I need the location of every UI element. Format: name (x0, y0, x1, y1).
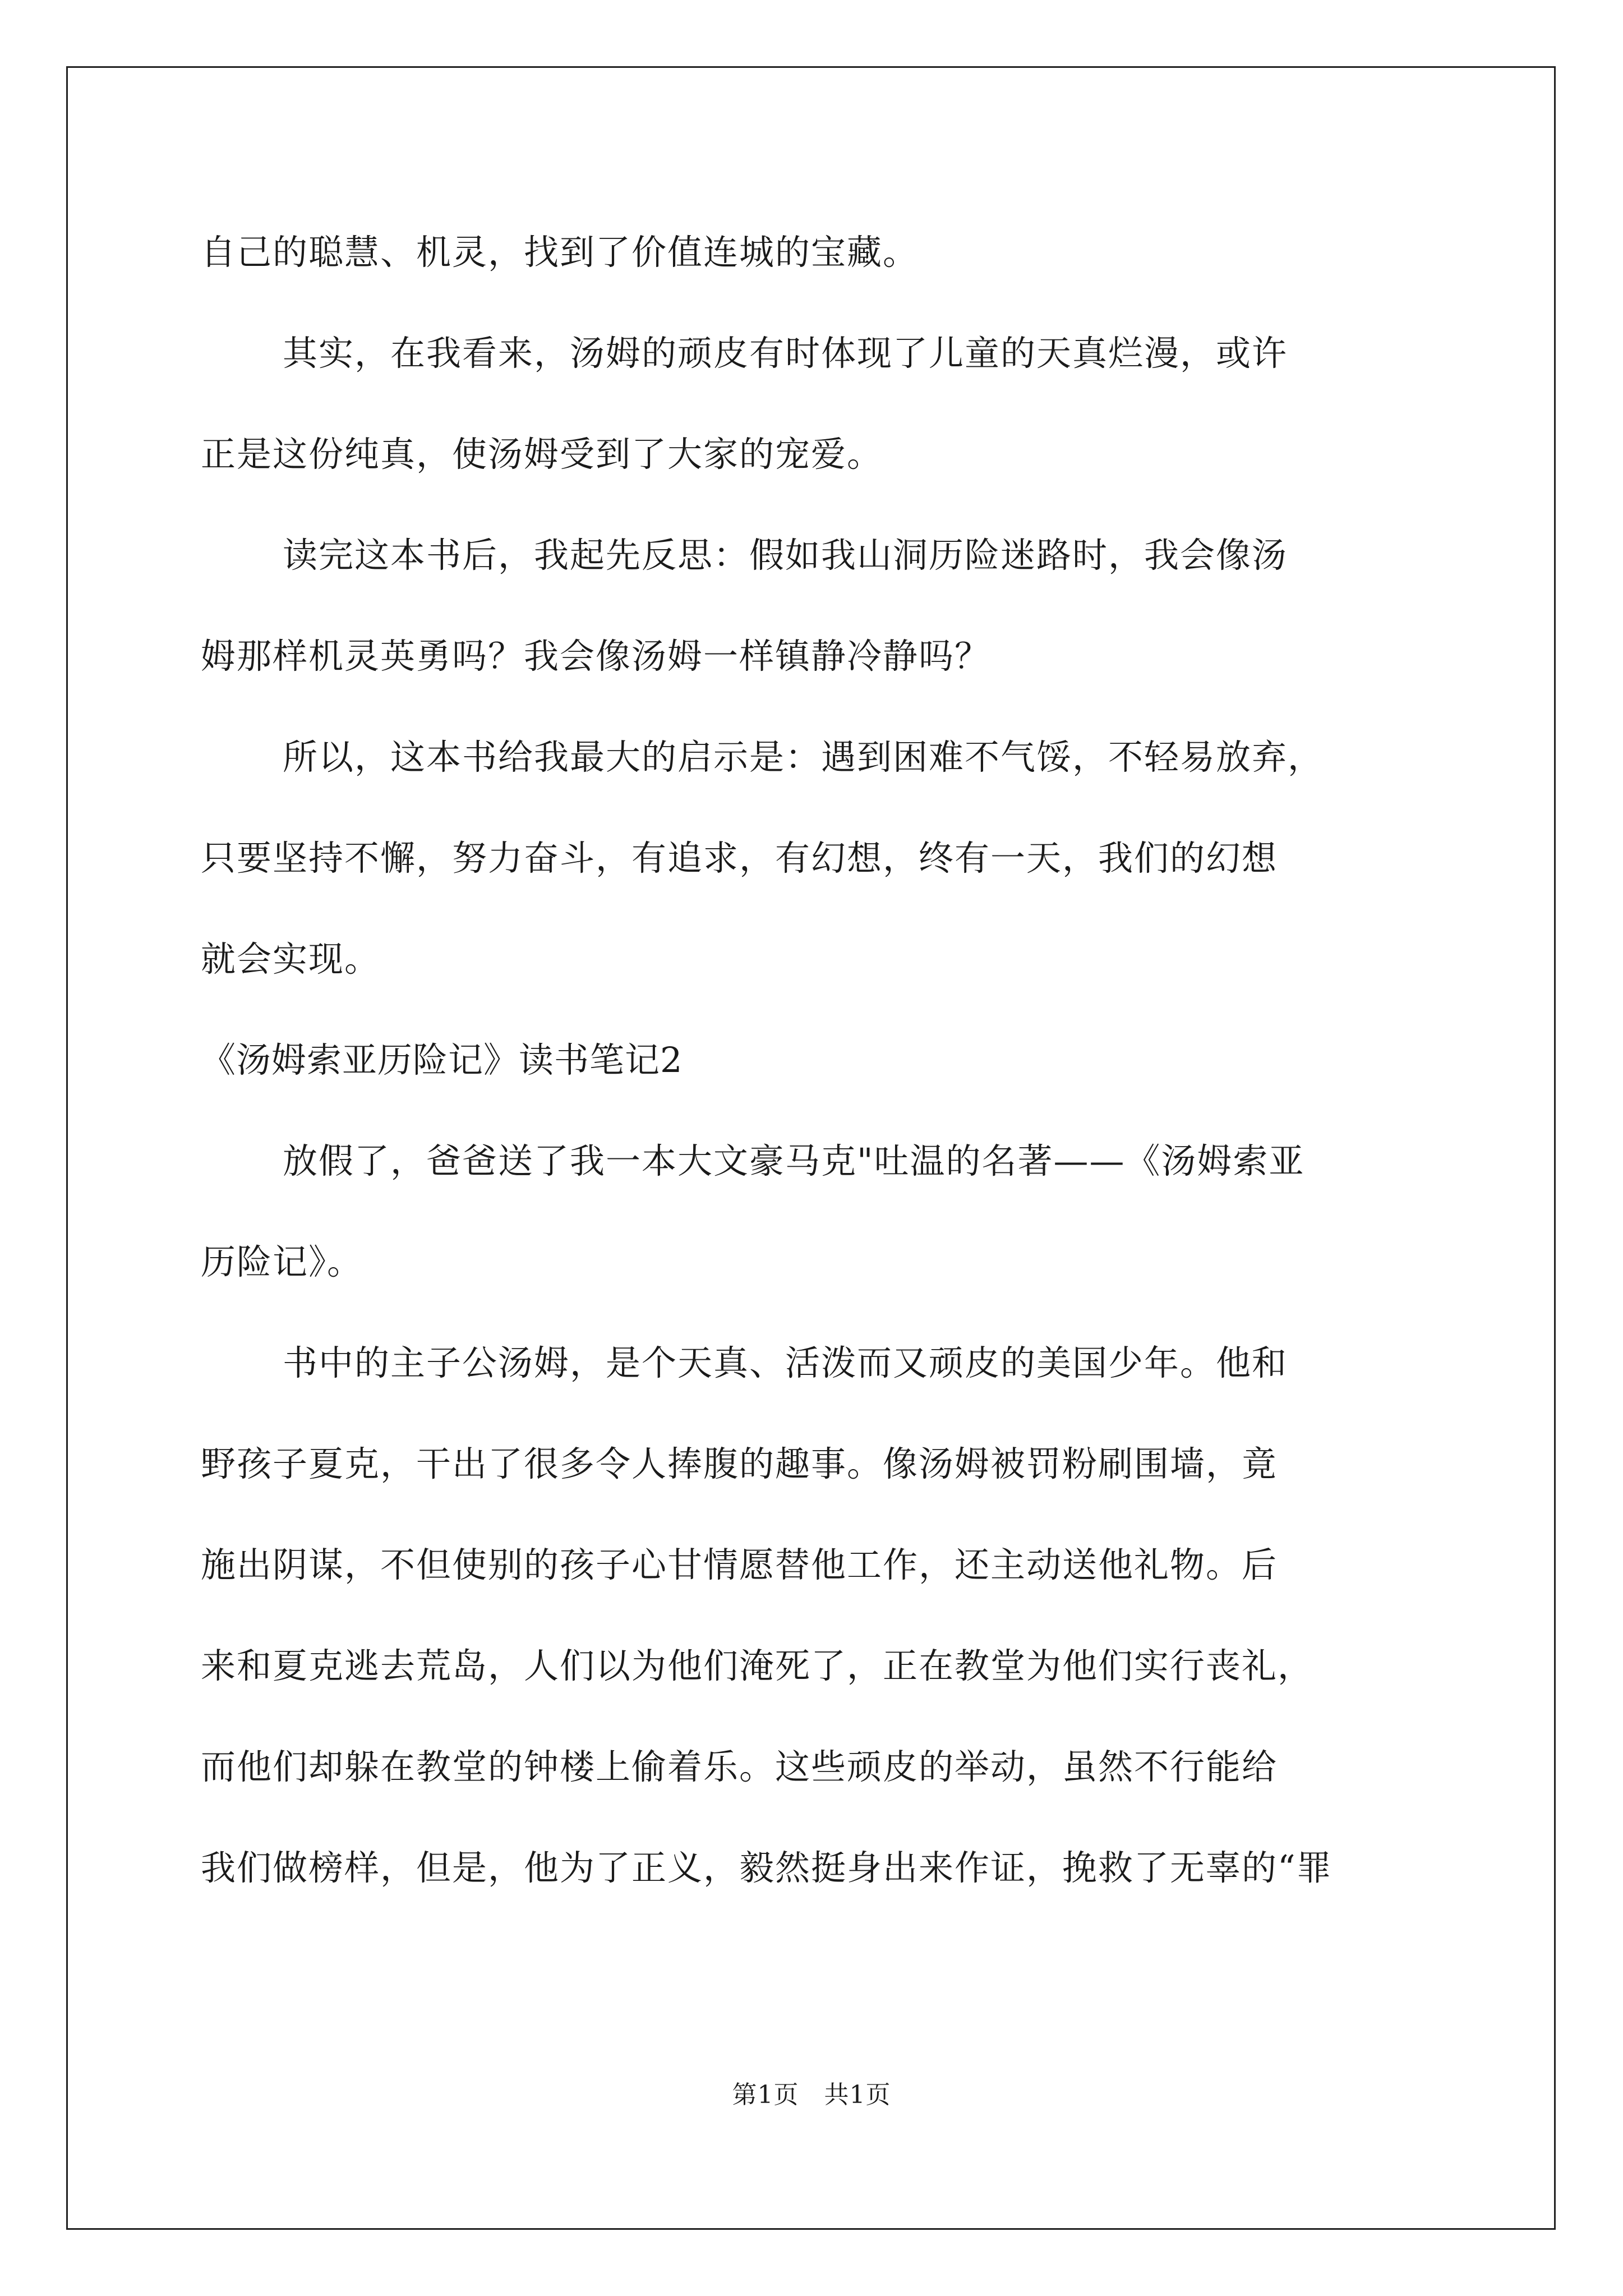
text-line: 就会实现。 (201, 938, 381, 979)
section-heading: 《汤姆索亚历险记》读书笔记2 (201, 1039, 683, 1080)
text-line: 只要坚持不懈，努力奋斗，有追求，有幻想，终有一天，我们的幻想 (201, 838, 1278, 878)
text-line: 自己的聪慧、机灵，找到了价值连城的宝藏。 (201, 232, 919, 273)
text-line: 历险记》。 (201, 1241, 363, 1282)
text-line: 书中的主子公汤姆，是个天真、活泼而又顽皮的美国少年。他和 (283, 1342, 1288, 1383)
text-line: 而他们却躲在教堂的钟楼上偷着乐。这些顽皮的举动，虽然不行能给 (201, 1746, 1278, 1787)
text-line: 读完这本书后，我起先反思：假如我山洞历险迷路时，我会像汤 (283, 535, 1288, 576)
text-line: 放假了，爸爸送了我一本大文豪马克"吐温的名著——《汤姆索亚 (283, 1140, 1305, 1181)
page-footer: 第1页 共1页 (732, 2081, 891, 2109)
document-body (201, 202, 1440, 1918)
text-line: 正是这份纯真，使汤姆受到了大家的宠爱。 (201, 434, 883, 475)
text-line: 我们做榜样，但是，他为了正义，毅然挺身出来作证，挽救了无辜的“罪 (201, 1847, 1332, 1888)
text-line: 姆那样机灵英勇吗？我会像汤姆一样镇静冷静吗？ (201, 636, 991, 677)
text-line: 野孩子夏克，干出了很多令人捧腹的趣事。像汤姆被罚粉刷围墙，竟 (201, 1443, 1278, 1484)
text-line: 施出阴谋，不但使别的孩子心甘情愿替他工作，还主动送他礼物。后 (201, 1544, 1278, 1585)
text-line: 来和夏克逃去荒岛，人们以为他们淹死了，正在教堂为他们实行丧礼， (201, 1645, 1314, 1686)
text-line: 其实，在我看来，汤姆的顽皮有时体现了儿童的天真烂漫，或许 (283, 333, 1288, 374)
text-line: 所以，这本书给我最大的启示是：遇到困难不气馁，不轻易放弃， (283, 737, 1324, 777)
